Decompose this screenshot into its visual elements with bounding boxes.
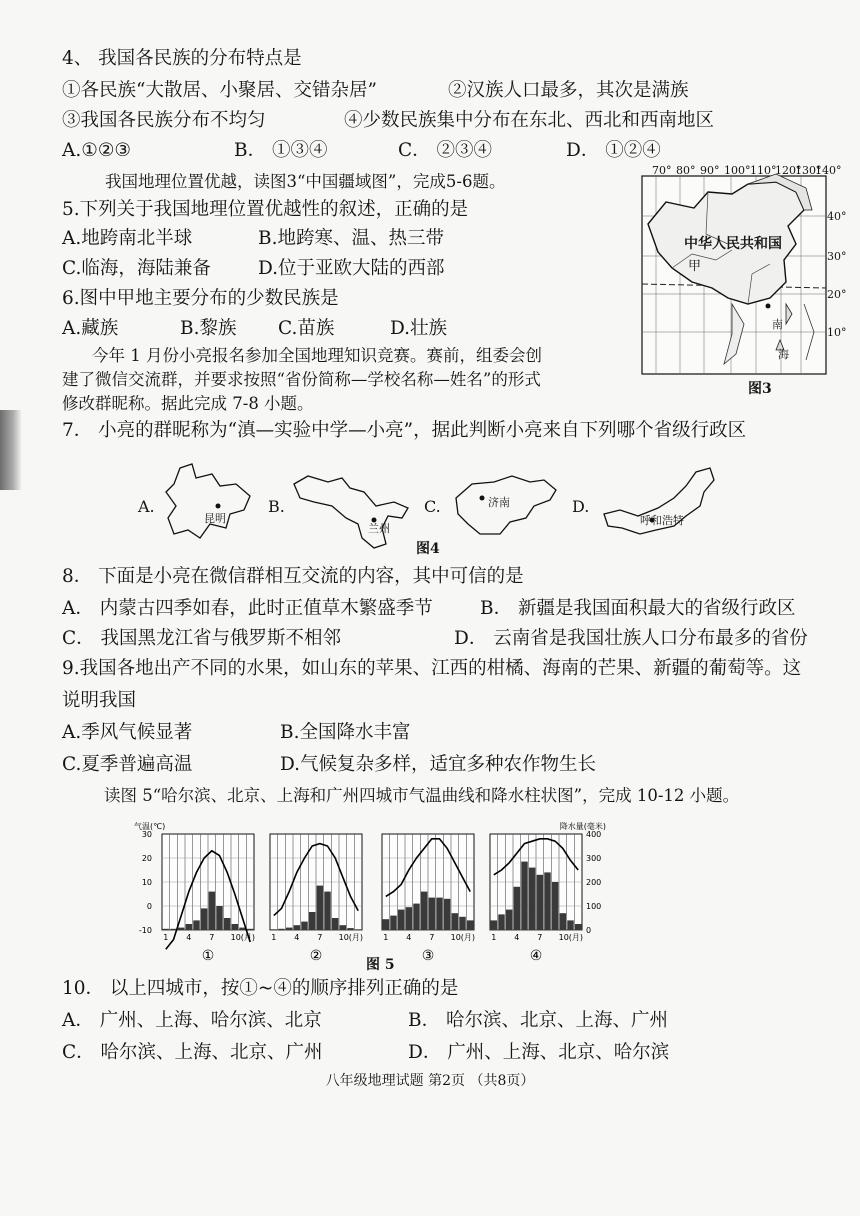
precip-bar-1-m9 xyxy=(224,918,230,930)
month-tick-1-4: 4 xyxy=(186,933,192,942)
precip-bar-3-m3 xyxy=(398,910,404,930)
precip-bar-3-m11 xyxy=(459,917,465,930)
temp-tick-0: 0 xyxy=(146,902,152,911)
precip-bar-1-m3 xyxy=(178,928,184,930)
month-tick-4-4: 4 xyxy=(514,933,520,942)
q5-option-d[interactable]: D.位于亚欧大陆的西部 xyxy=(258,258,445,279)
precip-bar-2-m5 xyxy=(301,922,307,930)
q5-option-b[interactable]: B.地跨寒、温、热三带 xyxy=(258,228,444,249)
precip-bar-1-m12 xyxy=(247,929,253,930)
q6-option-a[interactable]: A.藏族 xyxy=(62,318,119,339)
precip-tick-0: 0 xyxy=(586,926,592,935)
city-hohhot: 呼和浩特 xyxy=(640,514,684,527)
month-tick-1-10: 10(月) xyxy=(230,933,256,942)
map-lat-30: 30° xyxy=(827,250,847,263)
q9-stem-line2: 说明我国 xyxy=(62,690,137,711)
month-tick-4-7: 7 xyxy=(537,933,543,942)
figure-5-climate-charts xyxy=(130,820,610,970)
precip-bar-4-m7 xyxy=(537,875,543,930)
map-lon-140: 140° xyxy=(815,164,842,177)
q4-statement-1: ①各民族“大散居、小聚居、交错杂居” xyxy=(62,80,377,101)
precip-bar-4-m1 xyxy=(491,920,497,930)
temperature-axis-title: 气温(℃) xyxy=(134,822,166,831)
precip-bar-1-m8 xyxy=(216,906,222,930)
precip-bar-4-m3 xyxy=(506,910,512,930)
q4-stem: 4、 我国各民族的分布特点是 xyxy=(62,48,302,69)
month-tick-4-10: 10(月) xyxy=(558,933,584,942)
precip-axis-title: 降水量(毫米) xyxy=(559,822,606,831)
month-tick-2-7: 7 xyxy=(317,933,323,942)
map-lat-10: 10° xyxy=(827,326,847,339)
intro-5-6: 我国地理位置优越，读图3“中国疆域图”，完成5-6题。 xyxy=(105,172,506,191)
precip-tick-300: 300 xyxy=(586,854,602,863)
q8-option-d[interactable]: D． 云南省是我国壮族人口分布最多的省份 xyxy=(454,628,808,649)
precip-bar-3-m8 xyxy=(436,898,442,930)
scan-shadow xyxy=(0,410,22,490)
precip-bar-2-m12 xyxy=(355,929,361,930)
map-lat-40: 40° xyxy=(827,210,847,223)
page-footer: 八年级地理试题 第2页 （共8页） xyxy=(325,1073,535,1089)
precip-bar-2-m4 xyxy=(294,925,300,930)
panel-label-2: ② xyxy=(309,948,323,964)
precip-bar-3-m12 xyxy=(467,920,473,930)
q7-stem: 7． 小亮的群昵称为“滇—实验中学—小亮”，据此判断小亮来自下列哪个省级行政区 xyxy=(62,420,747,441)
map-lon-120: 120° xyxy=(775,164,802,177)
precip-bar-4-m10 xyxy=(560,913,566,930)
precip-bar-4-m4 xyxy=(514,887,520,930)
q7-option-b[interactable]: B. xyxy=(268,497,285,516)
intro-7-8-line1: 今年 1 月份小亮报名参加全国地理知识竞赛。赛前，组委会创 xyxy=(92,346,542,365)
q5-option-c[interactable]: C.临海，海陆兼备 xyxy=(62,258,211,279)
month-tick-3-4: 4 xyxy=(406,933,412,942)
precip-bar-2-m6 xyxy=(309,912,315,930)
precip-bar-2-m2 xyxy=(278,929,284,930)
precip-bar-3-m9 xyxy=(444,899,450,930)
map-hai-label: 海 xyxy=(778,348,789,361)
map-lon-70: 70° xyxy=(652,164,672,177)
map-lon-110: 110° xyxy=(750,164,777,177)
q9-stem-line1: 9.我国各地出产不同的水果，如山东的苹果、江西的柑橘、海南的芒果、新疆的葡萄等。这 xyxy=(62,658,802,679)
month-tick-4-1: 1 xyxy=(491,933,497,942)
q6-stem: 6.图中甲地主要分布的少数民族是 xyxy=(62,288,339,309)
province-shape-yunnan xyxy=(160,462,256,542)
q8-option-b[interactable]: B． 新疆是我国面积最大的省级行政区 xyxy=(480,598,796,619)
month-tick-2-1: 1 xyxy=(271,933,277,942)
q10-option-c[interactable]: C． 哈尔滨、上海、北京、广州 xyxy=(62,1042,323,1063)
figure-5-caption: 图 5 xyxy=(366,957,395,973)
q4-statement-2: ②汉族人口最多，其次是满族 xyxy=(448,80,689,101)
q5-option-a[interactable]: A.地跨南北半球 xyxy=(62,228,193,249)
precip-bar-1-m4 xyxy=(186,924,192,930)
map-jia-label: 甲 xyxy=(688,259,702,274)
q4-option-b[interactable]: B． ①③④ xyxy=(234,140,328,161)
precip-bar-1-m1 xyxy=(163,929,169,930)
q5-stem: 5.下列关于我国地理位置优越性的叙述，正确的是 xyxy=(62,199,469,220)
q8-option-c[interactable]: C． 我国黑龙江省与俄罗斯不相邻 xyxy=(62,628,342,649)
precip-tick-400: 400 xyxy=(586,830,602,839)
temp-tick-20: 20 xyxy=(141,854,152,863)
panel-label-1: ① xyxy=(201,948,215,964)
precip-bar-3-m10 xyxy=(452,913,458,930)
precip-bar-4-m12 xyxy=(575,924,581,930)
figure-4-caption: 图4 xyxy=(416,541,440,557)
month-tick-2-10: 10(月) xyxy=(338,933,364,942)
map-lat-20: 20° xyxy=(827,288,847,301)
precip-tick-200: 200 xyxy=(586,878,602,887)
precip-bar-2-m8 xyxy=(324,892,330,930)
precip-bar-1-m5 xyxy=(193,920,199,930)
q8-option-a[interactable]: A． 内蒙古四季如春，此时正值草木繁盛季节 xyxy=(62,598,433,619)
q6-option-c[interactable]: C.苗族 xyxy=(278,318,335,339)
q4-statement-3: ③我国各民族分布不均匀 xyxy=(62,110,266,131)
precip-bar-1-m6 xyxy=(201,908,207,930)
precip-bar-2-m3 xyxy=(286,928,292,930)
precip-bar-1-m11 xyxy=(239,928,245,930)
month-tick-3-7: 7 xyxy=(429,933,435,942)
precip-bar-4-m11 xyxy=(567,920,573,930)
precip-bar-1-m10 xyxy=(232,924,238,930)
precip-bar-2-m11 xyxy=(347,928,353,930)
panel-label-3: ③ xyxy=(421,948,435,964)
temp-tick-10: 10 xyxy=(141,878,152,887)
precip-bar-3-m7 xyxy=(429,898,435,930)
precip-tick-100: 100 xyxy=(586,902,602,911)
q7-option-c[interactable]: C. xyxy=(424,497,441,516)
q9-option-d[interactable]: D.气候复杂多样，适宜多种农作物生长 xyxy=(280,754,597,775)
precip-bar-3-m2 xyxy=(390,916,396,930)
intro-7-8-line3: 修改群昵称。据此完成 7-8 小题。 xyxy=(62,394,314,413)
precip-bar-3-m5 xyxy=(413,904,419,930)
map-lon-80: 80° xyxy=(676,164,696,177)
q4-option-d[interactable]: D． ①②④ xyxy=(566,140,661,161)
city-kunming: 昆明 xyxy=(204,512,226,525)
q10-option-b[interactable]: B． 哈尔滨、北京、上海、广州 xyxy=(408,1010,668,1031)
q9-option-b[interactable]: B.全国降水丰富 xyxy=(280,722,411,743)
q6-option-b[interactable]: B.黎族 xyxy=(180,318,237,339)
q10-option-a[interactable]: A． 广州、上海、哈尔滨、北京 xyxy=(62,1010,322,1031)
map-lon-130: 130° xyxy=(795,164,822,177)
map-lon-100: 100° xyxy=(724,164,751,177)
q6-option-d[interactable]: D.壮族 xyxy=(390,318,448,339)
map-lon-90: 90° xyxy=(700,164,720,177)
province-shape-inner-mongolia xyxy=(598,464,720,544)
month-tick-3-1: 1 xyxy=(383,933,389,942)
panel-label-4: ④ xyxy=(529,948,543,964)
q9-option-a[interactable]: A.季风气候显著 xyxy=(62,722,193,743)
q7-option-d[interactable]: D. xyxy=(572,497,590,516)
q4-statement-4: ④少数民族集中分布在东北、西北和西南地区 xyxy=(344,110,715,131)
temp-tick--10: -10 xyxy=(138,926,152,935)
precip-bar-2-m10 xyxy=(340,925,346,930)
city-jinan: 济南 xyxy=(488,496,510,509)
q10-stem: 10． 以上四城市，按①~④的顺序排列正确的是 xyxy=(62,978,459,999)
q4-option-a[interactable]: A.①②③ xyxy=(62,140,131,161)
precip-bar-2-m9 xyxy=(332,918,338,930)
q10-option-d[interactable]: D． 广州、上海、北京、哈尔滨 xyxy=(408,1042,670,1063)
month-tick-1-1: 1 xyxy=(163,933,169,942)
q8-stem: 8． 下面是小亮在微信群相互交流的内容，其中可信的是 xyxy=(62,566,524,587)
figure-3-caption: 图3 xyxy=(748,381,772,397)
precip-bar-2-m1 xyxy=(271,929,277,930)
precip-bar-3-m6 xyxy=(421,892,427,930)
precip-bar-3-m4 xyxy=(406,907,412,930)
province-shape-gansu xyxy=(290,468,414,552)
precip-bar-3-m1 xyxy=(383,919,389,930)
q7-option-a[interactable]: A. xyxy=(138,497,155,516)
precip-bar-1-m2 xyxy=(170,929,176,930)
intro-7-8-line2: 建了微信交流群，并要求按照“省份简称—学校名称—姓名”的形式 xyxy=(62,370,541,389)
precip-bar-4-m9 xyxy=(552,882,558,930)
map-country-label: 中华人民共和国 xyxy=(684,236,782,252)
month-tick-3-10: 10(月) xyxy=(450,933,476,942)
precip-bar-4-m6 xyxy=(529,868,535,930)
month-tick-1-7: 7 xyxy=(209,933,215,942)
precip-bar-4-m8 xyxy=(544,872,550,930)
precip-bar-4-m5 xyxy=(521,862,527,930)
precip-bar-4-m2 xyxy=(498,914,504,930)
q9-option-c[interactable]: C.夏季普遍高温 xyxy=(62,754,193,775)
figure-3-china-map xyxy=(636,164,836,400)
temp-tick-30: 30 xyxy=(141,830,152,839)
month-tick-2-4: 4 xyxy=(294,933,300,942)
city-lanzhou: 兰州 xyxy=(368,522,390,535)
intro-10-12: 读图 5“哈尔滨、北京、上海和广州四城市气温曲线和降水柱状图”，完成 10-12 小题。 xyxy=(104,786,740,805)
map-nan-label: 南 xyxy=(772,318,783,331)
q4-option-c[interactable]: C． ②③④ xyxy=(398,140,493,161)
precip-bar-1-m7 xyxy=(209,892,215,930)
precip-bar-2-m7 xyxy=(317,886,323,930)
